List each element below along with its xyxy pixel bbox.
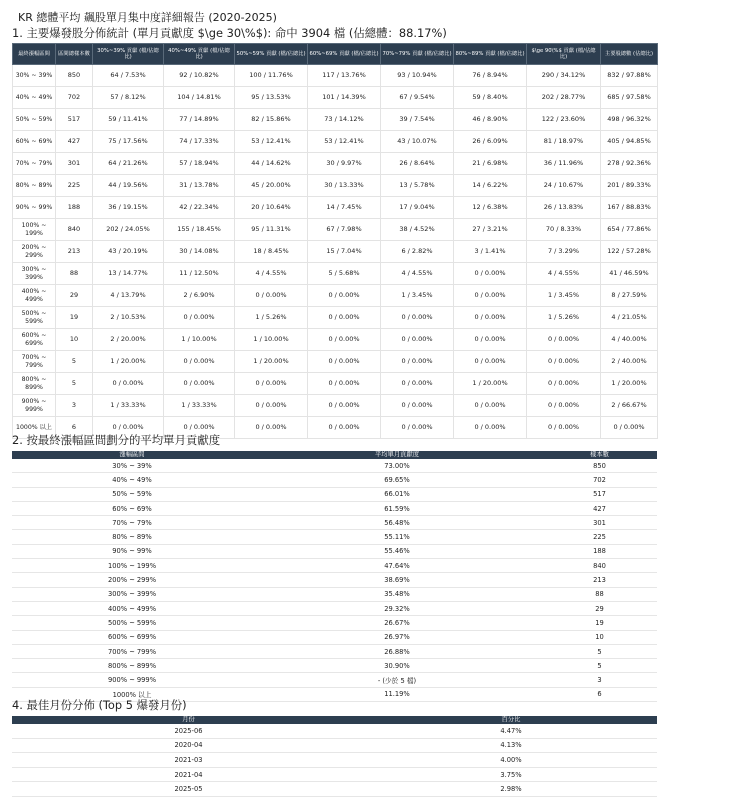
distribution-cell: 3 / 1.41% xyxy=(454,241,527,263)
average-cell: 70% ~ 79% xyxy=(12,516,252,530)
distribution-cell: 0 / 0.00% xyxy=(381,329,454,351)
average-cell: 88 xyxy=(542,587,657,601)
distribution-cell: 498 / 96.32% xyxy=(601,109,658,131)
table-row xyxy=(13,241,658,263)
distribution-cell: 104 / 14.81% xyxy=(164,87,235,109)
best-month-table xyxy=(12,716,657,797)
distribution-cell: 0 / 0.00% xyxy=(308,329,381,351)
average-cell: 38.69% xyxy=(252,573,542,587)
distribution-header-cell: 區間總樣本數 xyxy=(56,44,93,65)
distribution-cell: 800% ~ 899% xyxy=(13,373,56,395)
distribution-cell: 0 / 0.00% xyxy=(164,307,235,329)
distribution-cell: 1 / 20.00% xyxy=(235,351,308,373)
distribution-cell: 2 / 20.00% xyxy=(93,329,164,351)
distribution-cell: 77 / 14.89% xyxy=(164,109,235,131)
table-row xyxy=(12,473,657,487)
distribution-cell: 1 / 20.00% xyxy=(93,351,164,373)
average-cell: 47.64% xyxy=(252,559,542,573)
distribution-cell: 0 / 0.00% xyxy=(454,329,527,351)
distribution-cell: 75 / 17.56% xyxy=(93,131,164,153)
distribution-cell: 39 / 7.54% xyxy=(381,109,454,131)
distribution-cell: 100 / 11.76% xyxy=(235,65,308,87)
distribution-cell: 93 / 10.94% xyxy=(381,65,454,87)
distribution-table xyxy=(12,43,658,439)
distribution-cell: 6 / 2.82% xyxy=(381,241,454,263)
distribution-cell: 4 / 4.55% xyxy=(381,263,454,285)
distribution-cell: 53 / 12.41% xyxy=(308,131,381,153)
distribution-cell: 700% ~ 799% xyxy=(13,351,56,373)
average-cell: 1000% 以上 xyxy=(12,687,252,701)
distribution-cell: 8 / 27.59% xyxy=(601,285,658,307)
distribution-cell: 0 / 0.00% xyxy=(235,285,308,307)
distribution-cell: 44 / 19.56% xyxy=(93,175,164,197)
average-cell: 26.67% xyxy=(252,616,542,630)
distribution-cell: 45 / 20.00% xyxy=(235,175,308,197)
average-cell: 10 xyxy=(542,630,657,644)
average-body xyxy=(12,459,657,702)
distribution-cell: 41 / 46.59% xyxy=(601,263,658,285)
average-cell: 5 xyxy=(542,644,657,658)
distribution-cell: 13 / 5.78% xyxy=(381,175,454,197)
distribution-cell: 50% ~ 59% xyxy=(13,109,56,131)
distribution-cell: 2 / 40.00% xyxy=(601,351,658,373)
distribution-cell: 0 / 0.00% xyxy=(454,263,527,285)
table-row xyxy=(12,601,657,615)
distribution-cell: 122 / 23.60% xyxy=(527,109,601,131)
distribution-cell: 4 / 13.79% xyxy=(93,285,164,307)
average-cell: 30% ~ 39% xyxy=(12,459,252,473)
distribution-cell: 92 / 10.82% xyxy=(164,65,235,87)
distribution-cell: 18 / 8.45% xyxy=(235,241,308,263)
table-row xyxy=(13,65,658,87)
distribution-cell: 1 / 5.26% xyxy=(527,307,601,329)
month-cell: 2021-03 xyxy=(12,753,365,768)
month-header-cell: 月份 xyxy=(12,716,365,724)
distribution-cell: 278 / 92.36% xyxy=(601,153,658,175)
distribution-cell: 26 / 6.09% xyxy=(454,131,527,153)
distribution-cell: 15 / 7.04% xyxy=(308,241,381,263)
average-cell: 69.65% xyxy=(252,473,542,487)
month-cell: 2025-06 xyxy=(12,724,365,738)
distribution-cell: 30 / 13.33% xyxy=(308,175,381,197)
distribution-cell: 188 xyxy=(56,197,93,219)
average-cell: 301 xyxy=(542,516,657,530)
table-row xyxy=(12,487,657,501)
average-cell: 700% ~ 799% xyxy=(12,644,252,658)
distribution-cell: 290 / 34.12% xyxy=(527,65,601,87)
distribution-cell: 201 / 89.33% xyxy=(601,175,658,197)
distribution-cell: 14 / 6.22% xyxy=(454,175,527,197)
distribution-cell: 4 / 40.00% xyxy=(601,329,658,351)
average-cell: 200% ~ 299% xyxy=(12,573,252,587)
distribution-cell: 2 / 66.67% xyxy=(601,395,658,417)
table-row xyxy=(13,197,658,219)
average-cell: 30.90% xyxy=(252,659,542,673)
month-header-cell: 百分比 xyxy=(365,716,657,724)
average-cell: - (少於 5 檔) xyxy=(252,673,542,687)
average-cell: 6 xyxy=(542,687,657,701)
average-cell: 100% ~ 199% xyxy=(12,559,252,573)
average-cell: 55.11% xyxy=(252,530,542,544)
distribution-cell: 7 / 3.29% xyxy=(527,241,601,263)
average-header-cell: 平均單月貢獻度 xyxy=(252,451,542,459)
distribution-header-cell: 主要股總數 (佔總比) xyxy=(601,44,658,65)
average-cell: 900% ~ 999% xyxy=(12,673,252,687)
distribution-cell: 30% ~ 39% xyxy=(13,65,56,87)
distribution-cell: 76 / 8.94% xyxy=(454,65,527,87)
distribution-cell: 122 / 57.28% xyxy=(601,241,658,263)
average-cell: 26.97% xyxy=(252,630,542,644)
month-cell: 4.47% xyxy=(365,724,657,738)
distribution-cell: 400% ~ 499% xyxy=(13,285,56,307)
average-cell: 500% ~ 599% xyxy=(12,616,252,630)
average-cell: 61.59% xyxy=(252,501,542,515)
distribution-cell: 90% ~ 99% xyxy=(13,197,56,219)
distribution-cell: 38 / 4.52% xyxy=(381,219,454,241)
distribution-cell: 40% ~ 49% xyxy=(13,87,56,109)
distribution-cell: 10 xyxy=(56,329,93,351)
table-row xyxy=(13,351,658,373)
table-row xyxy=(12,738,657,753)
distribution-cell: 43 / 20.19% xyxy=(93,241,164,263)
table-row xyxy=(12,724,657,738)
distribution-cell: 4 / 4.55% xyxy=(235,263,308,285)
average-cell: 840 xyxy=(542,559,657,573)
table-row xyxy=(13,395,658,417)
month-body xyxy=(12,724,657,796)
distribution-header-cell: 40%~49% 貢獻 (檔/佔總比) xyxy=(164,44,235,65)
distribution-cell: 57 / 8.12% xyxy=(93,87,164,109)
distribution-cell: 1 / 3.45% xyxy=(527,285,601,307)
distribution-cell: 26 / 8.64% xyxy=(381,153,454,175)
table-row xyxy=(12,673,657,687)
distribution-cell: 1 / 10.00% xyxy=(235,329,308,351)
average-cell: 80% ~ 89% xyxy=(12,530,252,544)
distribution-cell: 5 / 5.68% xyxy=(308,263,381,285)
distribution-cell: 0 / 0.00% xyxy=(308,307,381,329)
distribution-cell: 100% ~ 199% xyxy=(13,219,56,241)
distribution-cell: 13 / 14.77% xyxy=(93,263,164,285)
distribution-cell: 36 / 11.96% xyxy=(527,153,601,175)
distribution-cell: 0 / 0.00% xyxy=(527,329,601,351)
distribution-cell: 202 / 28.77% xyxy=(527,87,601,109)
distribution-cell: 427 xyxy=(56,131,93,153)
average-cell: 56.48% xyxy=(252,516,542,530)
month-cell: 2025-05 xyxy=(12,782,365,797)
average-cell: 35.48% xyxy=(252,587,542,601)
average-cell: 60% ~ 69% xyxy=(12,501,252,515)
distribution-header-cell: 60%~69% 貢獻 (檔/佔總比) xyxy=(308,44,381,65)
table-row xyxy=(13,373,658,395)
table-row xyxy=(13,285,658,307)
distribution-cell: 202 / 24.05% xyxy=(93,219,164,241)
month-cell: 3.75% xyxy=(365,767,657,782)
distribution-cell: 26 / 13.83% xyxy=(527,197,601,219)
distribution-cell: 11 / 12.50% xyxy=(164,263,235,285)
table-row xyxy=(13,153,658,175)
average-cell: 517 xyxy=(542,487,657,501)
distribution-cell: 850 xyxy=(56,65,93,87)
distribution-cell: 0 / 0.00% xyxy=(527,373,601,395)
average-cell: 40% ~ 49% xyxy=(12,473,252,487)
distribution-cell: 900% ~ 999% xyxy=(13,395,56,417)
average-header-cell: 漲幅區間 xyxy=(12,451,252,459)
distribution-cell: 0 / 0.00% xyxy=(235,373,308,395)
distribution-cell: 42 / 22.34% xyxy=(164,197,235,219)
distribution-cell: 64 / 21.26% xyxy=(93,153,164,175)
distribution-cell: 5 xyxy=(56,373,93,395)
distribution-cell: 1 / 33.33% xyxy=(93,395,164,417)
distribution-cell: 0 / 0.00% xyxy=(454,285,527,307)
distribution-cell: 2 / 10.53% xyxy=(93,307,164,329)
distribution-cell: 225 xyxy=(56,175,93,197)
table-row xyxy=(13,307,658,329)
average-cell: 225 xyxy=(542,530,657,544)
average-cell: 29 xyxy=(542,601,657,615)
distribution-cell: 64 / 7.53% xyxy=(93,65,164,87)
average-cell: 55.46% xyxy=(252,544,542,558)
table-row xyxy=(13,219,658,241)
distribution-cell: 59 / 8.40% xyxy=(454,87,527,109)
distribution-cell: 0 / 0.00% xyxy=(164,351,235,373)
table-row xyxy=(13,329,658,351)
average-cell: 11.19% xyxy=(252,687,542,701)
average-cell: 800% ~ 899% xyxy=(12,659,252,673)
distribution-cell: 0 / 0.00% xyxy=(527,351,601,373)
distribution-cell: 24 / 10.67% xyxy=(527,175,601,197)
table-row xyxy=(12,659,657,673)
average-cell: 400% ~ 499% xyxy=(12,601,252,615)
table-row xyxy=(12,644,657,658)
distribution-cell: 517 xyxy=(56,109,93,131)
average-header-row xyxy=(12,451,657,459)
distribution-cell: 60% ~ 69% xyxy=(13,131,56,153)
distribution-cell: 301 xyxy=(56,153,93,175)
distribution-cell: 0 / 0.00% xyxy=(454,351,527,373)
distribution-cell: 0 / 0.00% xyxy=(235,417,308,439)
distribution-cell: 101 / 14.39% xyxy=(308,87,381,109)
distribution-cell: 832 / 97.88% xyxy=(601,65,658,87)
average-header-cell: 樣本數 xyxy=(542,451,657,459)
average-cell: 427 xyxy=(542,501,657,515)
distribution-cell: 0 / 0.00% xyxy=(308,285,381,307)
table-row xyxy=(12,630,657,644)
distribution-cell: 405 / 94.85% xyxy=(601,131,658,153)
distribution-cell: 46 / 8.90% xyxy=(454,109,527,131)
table-row xyxy=(12,587,657,601)
distribution-cell: 17 / 9.04% xyxy=(381,197,454,219)
table-row xyxy=(12,767,657,782)
distribution-cell: 0 / 0.00% xyxy=(454,417,527,439)
section1-heading: 1. 主要爆發股分佈統計 (單月貢獻度 $\ge 30\%$): 命中 3904 檔 (佔總體：88.17%) xyxy=(12,26,447,40)
distribution-cell: 57 / 18.94% xyxy=(164,153,235,175)
distribution-cell: 80% ~ 89% xyxy=(13,175,56,197)
average-cell: 90% ~ 99% xyxy=(12,544,252,558)
distribution-body xyxy=(13,65,658,439)
distribution-cell: 500% ~ 599% xyxy=(13,307,56,329)
distribution-cell: 0 / 0.00% xyxy=(308,395,381,417)
average-cell: 188 xyxy=(542,544,657,558)
distribution-cell: 702 xyxy=(56,87,93,109)
average-cell: 19 xyxy=(542,616,657,630)
distribution-cell: 654 / 77.86% xyxy=(601,219,658,241)
average-cell: 3 xyxy=(542,673,657,687)
table-row xyxy=(13,131,658,153)
month-cell: 4.00% xyxy=(365,753,657,768)
distribution-cell: 1 / 20.00% xyxy=(601,373,658,395)
distribution-cell: 1 / 5.26% xyxy=(235,307,308,329)
distribution-cell: 95 / 13.53% xyxy=(235,87,308,109)
distribution-cell: 155 / 18.45% xyxy=(164,219,235,241)
distribution-header-cell: 70%~79% 貢獻 (檔/佔總比) xyxy=(381,44,454,65)
month-cell: 2.98% xyxy=(365,782,657,797)
month-header-row xyxy=(12,716,657,724)
average-cell: 66.01% xyxy=(252,487,542,501)
distribution-cell: 67 / 9.54% xyxy=(381,87,454,109)
month-cell: 2021-04 xyxy=(12,767,365,782)
average-cell: 73.00% xyxy=(252,459,542,473)
distribution-cell: 0 / 0.00% xyxy=(381,373,454,395)
average-contribution-table xyxy=(12,451,657,702)
distribution-cell: 3 xyxy=(56,395,93,417)
distribution-cell: 0 / 0.00% xyxy=(235,395,308,417)
distribution-cell: 1000% 以上 xyxy=(13,417,56,439)
average-cell: 29.32% xyxy=(252,601,542,615)
table-row xyxy=(12,459,657,473)
average-cell: 600% ~ 699% xyxy=(12,630,252,644)
distribution-header-row xyxy=(13,44,658,65)
distribution-cell: 840 xyxy=(56,219,93,241)
distribution-cell: 29 xyxy=(56,285,93,307)
table-row xyxy=(12,753,657,768)
distribution-header-cell: 30%~39% 貢獻 (檔/佔總比) xyxy=(93,44,164,65)
average-cell: 26.88% xyxy=(252,644,542,658)
distribution-cell: 5 xyxy=(56,351,93,373)
distribution-cell: 21 / 6.98% xyxy=(454,153,527,175)
distribution-cell: 4 / 4.55% xyxy=(527,263,601,285)
distribution-header-cell: 80%~89% 貢獻 (檔/佔總比) xyxy=(454,44,527,65)
table-row xyxy=(12,530,657,544)
distribution-cell: 1 / 20.00% xyxy=(454,373,527,395)
table-row xyxy=(13,263,658,285)
distribution-cell: 44 / 14.62% xyxy=(235,153,308,175)
distribution-cell: 74 / 17.33% xyxy=(164,131,235,153)
average-cell: 850 xyxy=(542,459,657,473)
table-row xyxy=(12,573,657,587)
distribution-cell: 300% ~ 399% xyxy=(13,263,56,285)
distribution-cell: 4 / 21.05% xyxy=(601,307,658,329)
distribution-cell: 0 / 0.00% xyxy=(454,395,527,417)
distribution-cell: 200% ~ 299% xyxy=(13,241,56,263)
distribution-cell: 59 / 11.41% xyxy=(93,109,164,131)
average-cell: 702 xyxy=(542,473,657,487)
distribution-cell: 0 / 0.00% xyxy=(527,417,601,439)
distribution-cell: 19 xyxy=(56,307,93,329)
distribution-cell: 1 / 10.00% xyxy=(164,329,235,351)
distribution-cell: 67 / 7.98% xyxy=(308,219,381,241)
distribution-cell: 82 / 15.86% xyxy=(235,109,308,131)
distribution-cell: 0 / 0.00% xyxy=(381,395,454,417)
distribution-cell: 0 / 0.00% xyxy=(164,373,235,395)
distribution-cell: 31 / 13.78% xyxy=(164,175,235,197)
distribution-cell: 1 / 33.33% xyxy=(164,395,235,417)
distribution-cell: 12 / 6.38% xyxy=(454,197,527,219)
distribution-cell: 0 / 0.00% xyxy=(93,373,164,395)
table-row xyxy=(13,87,658,109)
average-cell: 50% ~ 59% xyxy=(12,487,252,501)
distribution-cell: 6 xyxy=(56,417,93,439)
distribution-cell: 14 / 7.45% xyxy=(308,197,381,219)
distribution-cell: 0 / 0.00% xyxy=(308,373,381,395)
table-row xyxy=(13,175,658,197)
distribution-cell: 88 xyxy=(56,263,93,285)
distribution-cell: 30 / 9.97% xyxy=(308,153,381,175)
month-cell: 4.13% xyxy=(365,738,657,753)
distribution-cell: 117 / 13.76% xyxy=(308,65,381,87)
distribution-cell: 0 / 0.00% xyxy=(601,417,658,439)
distribution-cell: 43 / 10.07% xyxy=(381,131,454,153)
distribution-cell: 73 / 14.12% xyxy=(308,109,381,131)
distribution-cell: 27 / 3.21% xyxy=(454,219,527,241)
distribution-header-cell: 最終漲幅區間 xyxy=(13,44,56,65)
distribution-cell: 0 / 0.00% xyxy=(308,351,381,373)
distribution-cell: 0 / 0.00% xyxy=(93,417,164,439)
distribution-cell: 213 xyxy=(56,241,93,263)
section2-heading: 2. 按最終漲幅區間劃分的平均單月貢獻度 xyxy=(12,433,221,447)
distribution-cell: 167 / 88.83% xyxy=(601,197,658,219)
distribution-cell: 0 / 0.00% xyxy=(164,417,235,439)
distribution-cell: 0 / 0.00% xyxy=(381,417,454,439)
report-title: KR 總體平均 飆股單月集中度詳細報告 (2020-2025) xyxy=(18,11,277,24)
table-row xyxy=(12,501,657,515)
section4-heading: 4. 最佳月份分佈 (Top 5 爆發月份) xyxy=(12,698,187,712)
distribution-cell: 20 / 10.64% xyxy=(235,197,308,219)
table-row xyxy=(12,782,657,797)
table-row xyxy=(12,516,657,530)
distribution-header-cell: 50%~59% 貢獻 (檔/佔總比) xyxy=(235,44,308,65)
distribution-cell: 685 / 97.58% xyxy=(601,87,658,109)
month-cell: 2020-04 xyxy=(12,738,365,753)
distribution-cell: 0 / 0.00% xyxy=(454,307,527,329)
distribution-cell: 36 / 19.15% xyxy=(93,197,164,219)
distribution-cell: 81 / 18.97% xyxy=(527,131,601,153)
table-row xyxy=(13,109,658,131)
distribution-cell: 0 / 0.00% xyxy=(527,395,601,417)
table-row xyxy=(12,544,657,558)
table-row xyxy=(12,616,657,630)
distribution-cell: 0 / 0.00% xyxy=(381,351,454,373)
distribution-cell: 2 / 6.90% xyxy=(164,285,235,307)
distribution-header-cell: $\ge 90\%$ 貢獻 (檔/佔總比) xyxy=(527,44,601,65)
distribution-cell: 53 / 12.41% xyxy=(235,131,308,153)
table-row xyxy=(12,559,657,573)
distribution-cell: 30 / 14.08% xyxy=(164,241,235,263)
distribution-cell: 70 / 8.33% xyxy=(527,219,601,241)
distribution-cell: 1 / 3.45% xyxy=(381,285,454,307)
average-cell: 300% ~ 399% xyxy=(12,587,252,601)
distribution-cell: 0 / 0.00% xyxy=(308,417,381,439)
distribution-cell: 70% ~ 79% xyxy=(13,153,56,175)
average-cell: 5 xyxy=(542,659,657,673)
distribution-cell: 0 / 0.00% xyxy=(381,307,454,329)
distribution-cell: 95 / 11.31% xyxy=(235,219,308,241)
average-cell: 213 xyxy=(542,573,657,587)
distribution-cell: 600% ~ 699% xyxy=(13,329,56,351)
